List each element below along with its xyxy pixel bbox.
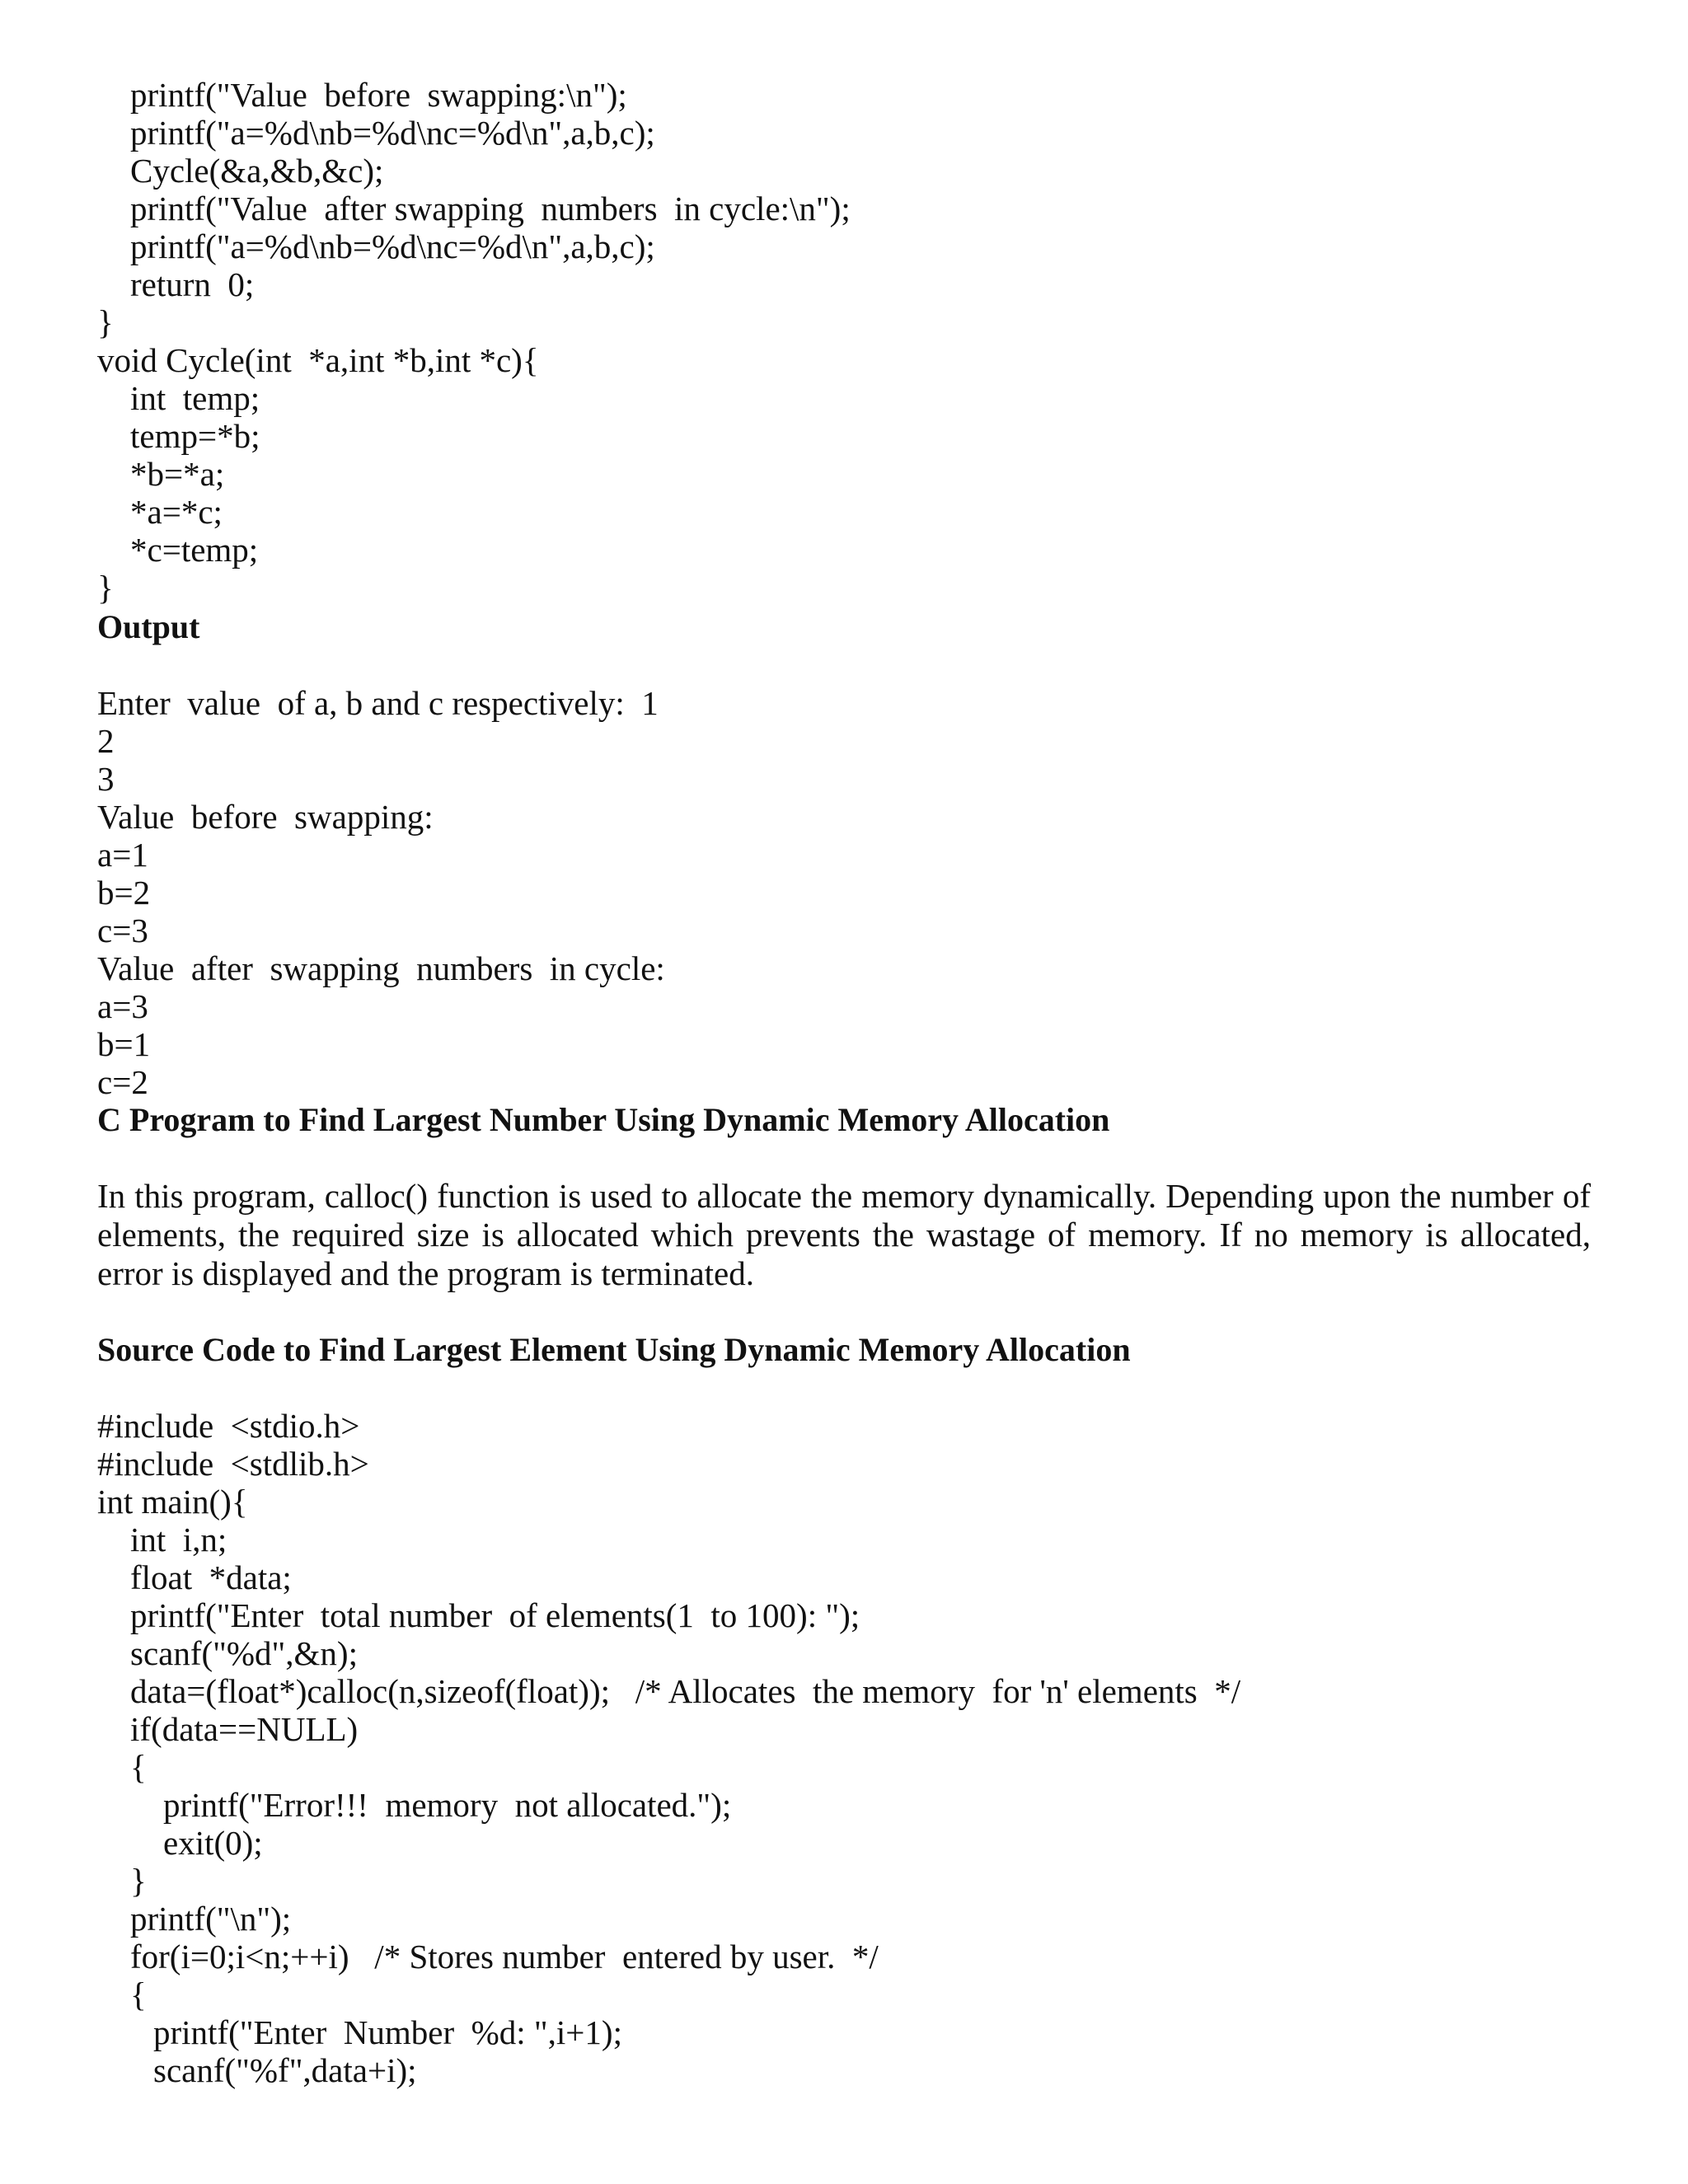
code-line: float *data;: [130, 1558, 292, 1596]
section-heading: C Program to Find Largest Number Using Dynamic Memory Allocation: [97, 1101, 1110, 1138]
code-line: int i,n;: [130, 1521, 227, 1558]
intro-paragraph: In this program, calloc() function is used to allocate the memory dynamically. Depending upon the number of elements, the required size is allocated which prevents the wastage of memory. If no memory is allocated, error is displayed and the program is terminated.: [97, 1177, 1591, 1292]
code-line: {: [130, 1748, 147, 1786]
code-line: exit(0);: [163, 1824, 263, 1862]
output-line: a=1: [97, 836, 148, 874]
document-page: [97, 76, 1591, 2089]
output-line: c=3: [97, 912, 148, 949]
code-line: printf("Error!!! memory not allocated.");: [163, 1786, 732, 1824]
code-line: #include <stdlib.h>: [97, 1445, 369, 1483]
output-line: 3: [97, 760, 115, 798]
code-line: temp=*b;: [130, 417, 260, 455]
code-line: printf("\n");: [130, 1900, 292, 1938]
code-line: }: [130, 1862, 147, 1900]
output-line: Value after swapping numbers in cycle:: [97, 949, 665, 987]
code-line: printf("a=%d\nb=%d\nc=%d\n",a,b,c);: [130, 114, 655, 152]
output-line: a=3: [97, 987, 148, 1025]
blank-line: [97, 1139, 1591, 1177]
blank-line: [97, 1369, 1591, 1407]
output-line: Enter value of a, b and c respectively: 1: [97, 684, 659, 722]
output-block: [97, 684, 1591, 1101]
code-line: printf("Value after swapping numbers in cycle:\n");: [130, 190, 851, 227]
code-line: data=(float*)calloc(n,sizeof(float)); /* Allocates the memory for 'n' elements */: [130, 1672, 1241, 1710]
code-line: printf("Enter total number of elements(1 to 100): ");: [130, 1596, 860, 1634]
code-line: return 0;: [130, 265, 255, 303]
code-line: if(data==NULL): [130, 1710, 359, 1748]
code-line: int main(){: [97, 1483, 248, 1521]
code-line: Cycle(&a,&b,&c);: [130, 152, 384, 190]
source-heading: Source Code to Find Largest Element Using Dynamic Memory Allocation: [97, 1331, 1131, 1368]
code-line: void Cycle(int *a,int *b,int *c){: [97, 341, 539, 379]
output-line: b=1: [97, 1025, 151, 1063]
code-line: *c=temp;: [130, 531, 259, 569]
blank-line: [97, 646, 1591, 684]
code-line: scanf("%f",data+i);: [153, 2051, 417, 2089]
output-line: c=2: [97, 1063, 148, 1101]
code-line: *a=*c;: [130, 493, 223, 531]
code-line: for(i=0;i<n;++i) /* Stores number entered by user. */: [130, 1938, 879, 1975]
code-line: printf("Value before swapping:\n");: [130, 76, 627, 114]
code-line: scanf("%d",&n);: [130, 1634, 358, 1672]
output-line: Value before swapping:: [97, 798, 434, 836]
blank-line: [97, 1293, 1591, 1331]
code-line: }: [97, 569, 114, 607]
code-block-top: [97, 76, 1591, 607]
code-line: }: [97, 303, 114, 341]
output-heading: Output: [97, 608, 200, 645]
code-line: #include <stdio.h>: [97, 1407, 360, 1445]
code-line: printf("a=%d\nb=%d\nc=%d\n",a,b,c);: [130, 227, 655, 265]
output-line: 2: [97, 722, 115, 760]
code-block-bottom: [97, 1407, 1591, 2089]
output-line: b=2: [97, 874, 151, 912]
code-line: {: [130, 1975, 147, 2013]
code-line: printf("Enter Number %d: ",i+1);: [153, 2013, 622, 2051]
code-line: int temp;: [130, 379, 260, 417]
code-line: *b=*a;: [130, 455, 225, 493]
